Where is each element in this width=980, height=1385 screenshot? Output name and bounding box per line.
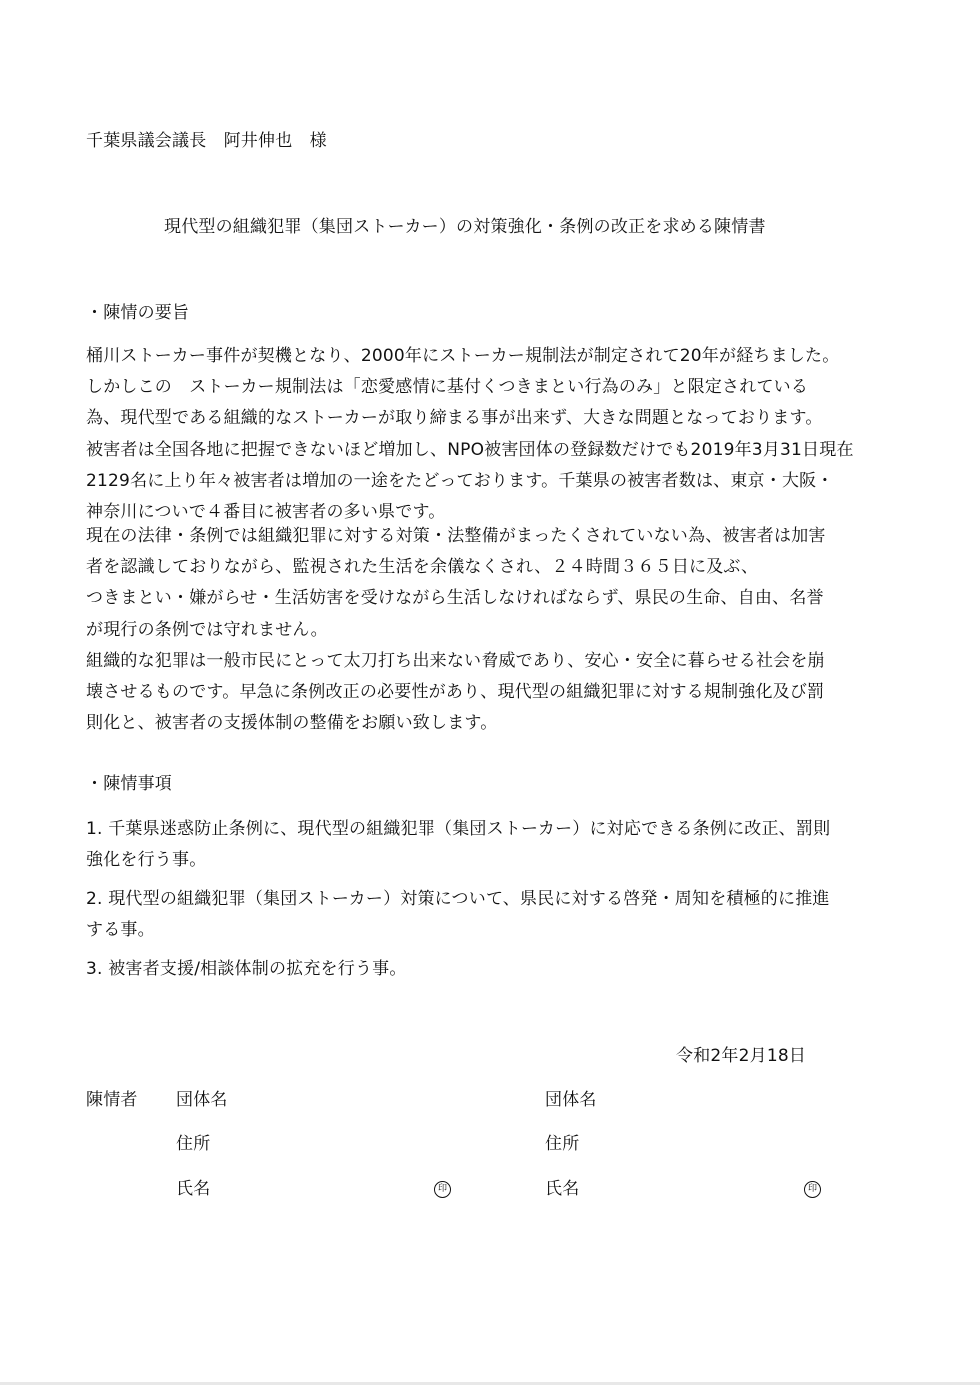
item-line: 強化を行う事。 bbox=[86, 850, 207, 871]
paragraph-line: が現行の条例では守れません。 bbox=[86, 619, 328, 640]
right-name-label: 氏名 bbox=[545, 1179, 580, 1199]
date: 令和2年2月18日 bbox=[676, 1046, 807, 1066]
paragraph-line: 現在の法律・条例では組織犯罪に対する対策・法整備がまったくされていない為、被害者は加害 bbox=[86, 526, 826, 546]
left-org-label: 団体名 bbox=[176, 1090, 228, 1110]
item-line: 2. 現代型の組織犯罪（集団ストーカー）対策について、県民に対する啓発・周知を積極的に推進 bbox=[86, 889, 830, 909]
petition-item-2 bbox=[86, 888, 886, 950]
item-line: 1. 千葉県迷惑防止条例に、現代型の組織犯罪（集団ストーカー）に対応できる条例に改正、罰則 bbox=[86, 819, 831, 839]
petition-item-1 bbox=[86, 818, 886, 880]
paragraph-line: 壊させるものです。早急に条例改正の必要性があり、現代型の組織犯罪に対する規制強化及び罰 bbox=[86, 681, 825, 702]
petition-item-3: 3. 被害者支援/相談体制の拡充を行う事。 bbox=[86, 959, 407, 979]
petitioner-label: 陳情者 bbox=[86, 1090, 138, 1110]
document-title: 現代型の組織犯罪（集団ストーカー）の対策強化・条例の改正を求める陳情書 bbox=[164, 217, 766, 237]
paragraph-line: 組織的な犯罪は一般市民にとって太刀打ち出来ない脅威であり、安心・安全に暮らせる社会を崩 bbox=[86, 650, 825, 671]
left-seal-mark: 印 bbox=[434, 1181, 451, 1198]
right-seal-mark: 印 bbox=[804, 1181, 821, 1198]
item-line: する事。 bbox=[86, 920, 155, 941]
paragraph-line: しかしこの ストーカー規制法は「恋愛感情に基付くつきまとい行為のみ」と限定されている bbox=[86, 377, 809, 398]
right-org-label: 団体名 bbox=[545, 1090, 597, 1110]
paragraph-line: 為、現代型である組織的なストーカーが取り締まる事が出来ず、大きな問題となっております。 bbox=[86, 408, 823, 429]
paragraph-line: 桶川ストーカー事件が契機となり、2000年にストーカー規制法が制定されて20年が経ちました。 bbox=[86, 346, 840, 366]
paragraph-line: 則化と、被害者の支援体制の整備をお願い致します。 bbox=[86, 713, 498, 734]
section-heading-summary: ・陳情の要旨 bbox=[86, 303, 190, 323]
section-heading-items: ・陳情事項 bbox=[86, 774, 172, 794]
paragraph-line: 神奈川についで４番目に被害者の多い県です。 bbox=[86, 501, 446, 522]
paragraph-line: 者を認識しておりながら、監視された生活を余儀なくされ、２４時間３６５日に及ぶ、 bbox=[86, 557, 759, 578]
addressee: 千葉県議会議長 阿井伸也 様 bbox=[86, 131, 327, 151]
right-address-label: 住所 bbox=[545, 1134, 580, 1154]
summary-paragraph-2 bbox=[86, 525, 886, 743]
left-address-label: 住所 bbox=[176, 1134, 211, 1154]
paragraph-line: つきまとい・嫌がらせ・生活妨害を受けながら生活しなければならず、県民の生命、自由、名誉 bbox=[86, 588, 824, 609]
left-name-label: 氏名 bbox=[176, 1179, 211, 1199]
paragraph-line: 被害者は全国各地に把握できないほど増加し、NPO被害団体の登録数だけでも2019年3月31日現在 bbox=[86, 439, 854, 460]
summary-paragraph-1 bbox=[86, 345, 886, 532]
paragraph-line: 2129名に上り年々被害者は増加の一途をたどっております。千葉県の被害者数は、東京・大阪・ bbox=[86, 470, 834, 491]
